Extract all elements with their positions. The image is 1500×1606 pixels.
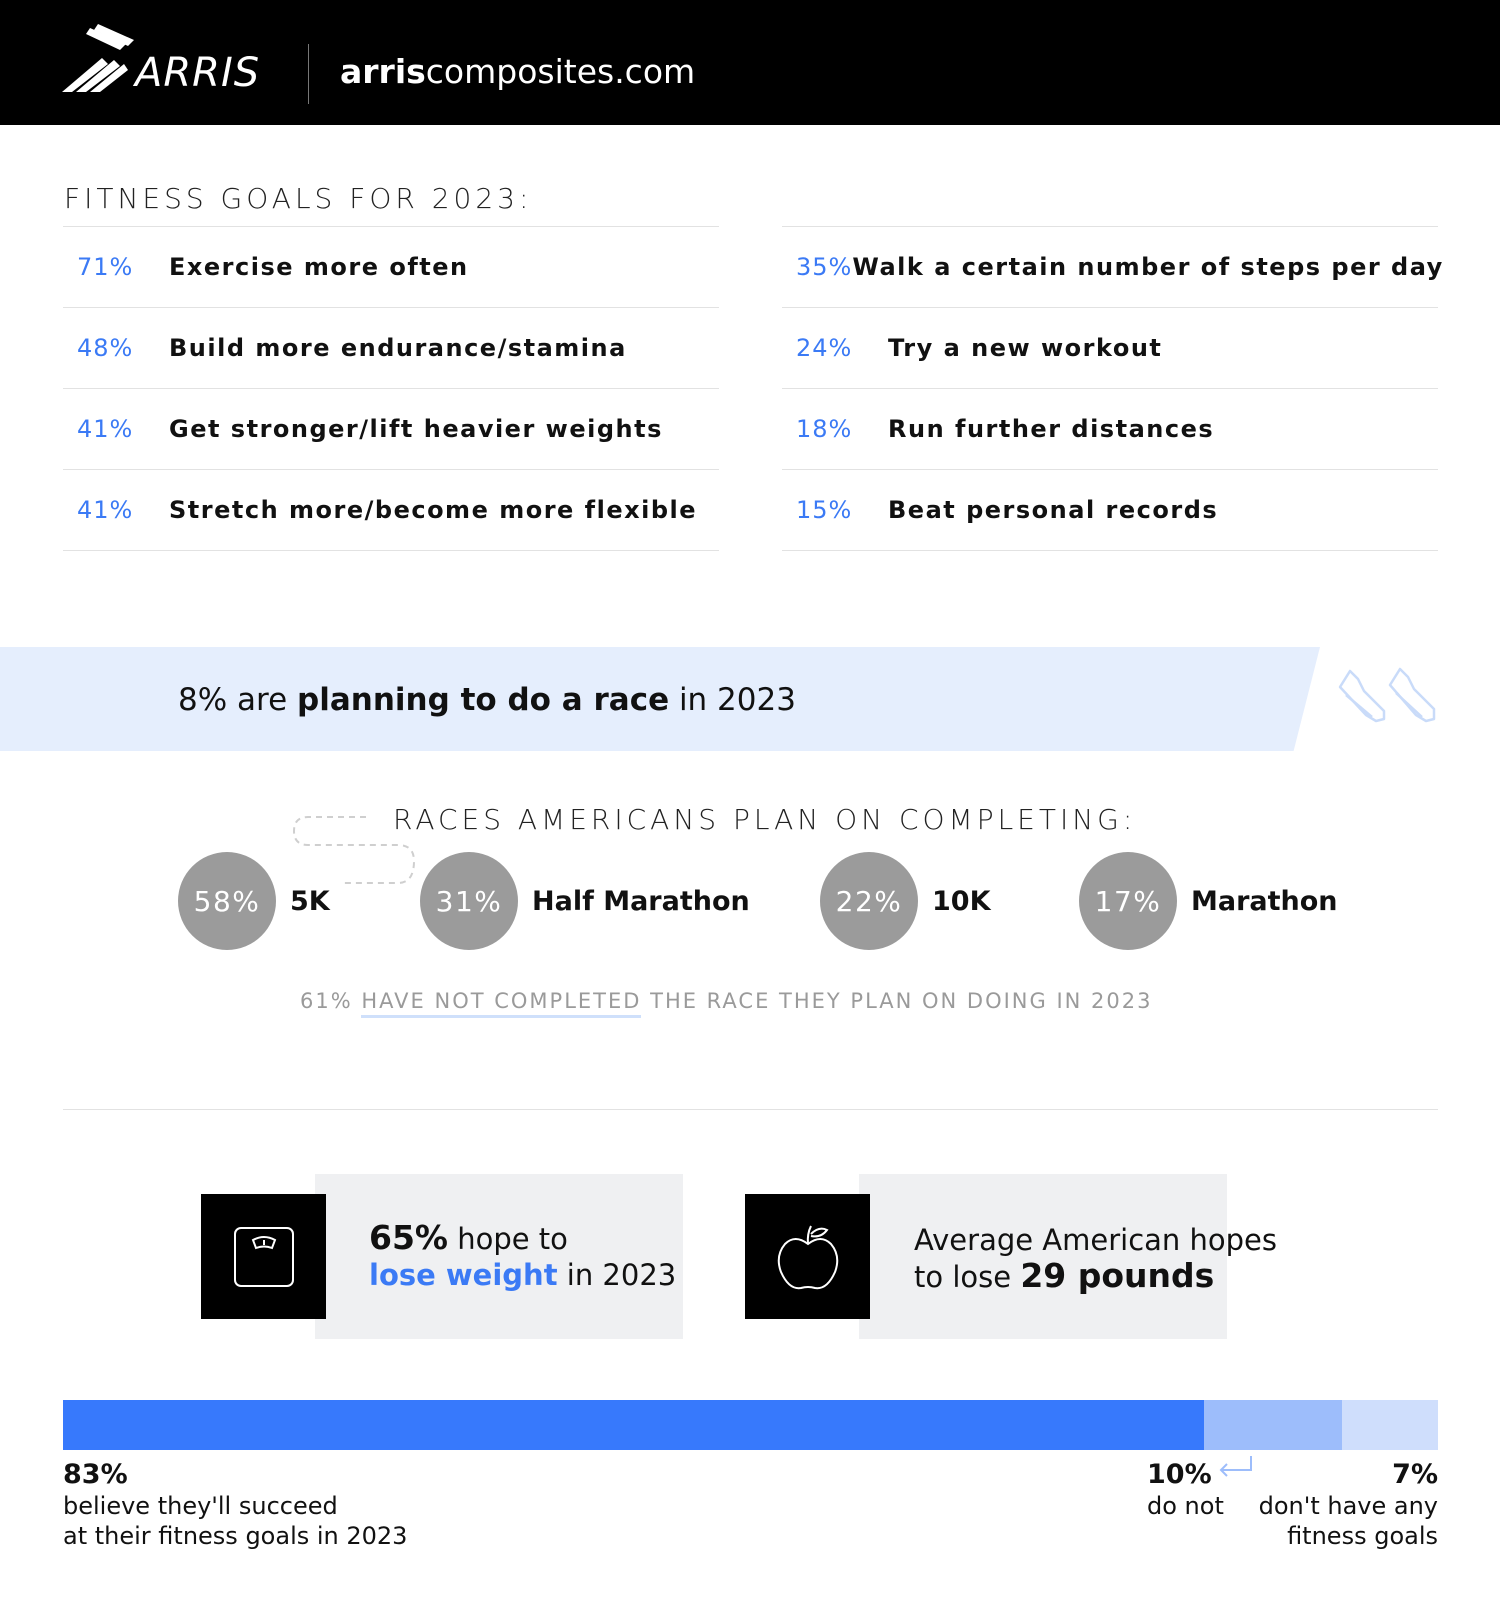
goals-list-right [782,226,1444,551]
goal-percent: 41% [77,496,134,524]
banner-pre: 8% are [178,682,298,718]
success-bar-segment [1204,1400,1342,1450]
race-banner-text [178,682,796,718]
goal-row [782,470,1438,551]
stat-believe-line1: believe they'll succeed [63,1492,338,1520]
goal-row [63,470,719,551]
success-bar-segment [63,1400,1204,1450]
banner-post: in 2023 [669,682,796,718]
sneakers-icon [1336,665,1440,731]
goal-label: Stretch more/become more flexible [169,496,697,524]
race-label: 5K [290,885,330,917]
brand-name: ARRIS [135,50,261,96]
stat-do-not-line1: do not [1147,1492,1224,1520]
goal-row [782,308,1438,389]
race-percent-badge: 31% [420,852,518,950]
race-percent-badge: 22% [820,852,918,950]
race-item-5k [178,852,330,950]
stat-no-goals-number: 7% [1392,1459,1438,1490]
stat-believe-line2: at their fitness goals in 2023 [63,1522,408,1550]
weight-text2: in 2023 [557,1258,677,1292]
site-url-rest: composites.com [425,52,696,91]
arrow-left-icon [1217,1456,1253,1478]
race-item-marathon [1079,852,1338,950]
apple-icon-box [745,1194,870,1319]
goal-row [63,308,719,389]
weight-text1: hope to [448,1222,568,1256]
goal-percent: 48% [77,334,134,362]
weight-card-text [369,1220,676,1293]
pounds-value: 29 pounds [1020,1256,1215,1295]
race-percent-badge: 58% [178,852,276,950]
success-bar [63,1400,1438,1450]
race-label: 10K [932,885,991,917]
note-post: THE RACE THEY PLAN ON DOING IN 2023 [641,989,1153,1013]
goal-row [63,389,719,470]
goal-label: Exercise more often [169,253,469,281]
goal-label: Try a new workout [888,334,1163,362]
goal-percent: 15% [796,496,853,524]
section-divider [63,1109,1438,1110]
success-bar-segment [1342,1400,1438,1450]
weight-highlight: lose weight [369,1258,558,1292]
note-pre: 61% [300,989,362,1013]
races-title: RACES AMERICANS PLAN ON COMPLETING: [393,803,1137,836]
stat-no-goals-line2: fitness goals [1287,1522,1438,1550]
scale-icon-box [201,1194,326,1319]
goals-list-left [63,226,719,551]
site-url-bold: arris [340,52,426,91]
stat-no-goals [1259,1459,1438,1551]
header-bar [0,0,1500,125]
goal-label: Get stronger/lift heavier weights [169,415,663,443]
goal-label: Beat personal records [888,496,1219,524]
goal-label: Walk a certain number of steps per day [852,253,1444,281]
race-label: Marathon [1191,885,1338,917]
goal-label: Run further distances [888,415,1215,443]
weight-percent: 65% [369,1218,448,1257]
header-divider [308,44,309,104]
goal-percent: 24% [796,334,853,362]
stat-believe [63,1459,407,1551]
stat-no-goals-line1: don't have any [1258,1492,1438,1520]
goals-title: FITNESS GOALS FOR 2023: [64,182,533,215]
pounds-card-text [914,1222,1277,1295]
races-note [300,989,1153,1013]
goal-percent: 35% [796,253,853,281]
goal-row [63,227,719,308]
banner-bold: planning to do a race [297,682,670,718]
race-label: Half Marathon [532,885,750,917]
site-url[interactable] [340,52,695,91]
goal-percent: 41% [77,415,134,443]
goal-percent: 71% [77,253,134,281]
pounds-line1: Average American hopes [914,1223,1278,1257]
goal-row [782,389,1438,470]
pounds-line2-pre: to lose [914,1260,1021,1294]
goal-percent: 18% [796,415,853,443]
race-item-half-marathon [420,852,750,950]
note-underlined: HAVE NOT COMPLETED [361,989,641,1018]
stat-do-not [1147,1459,1224,1521]
goal-row [782,227,1444,308]
race-item-10k [820,852,991,950]
stat-believe-number: 83% [63,1459,128,1490]
goal-label: Build more endurance/stamina [169,334,627,362]
stat-do-not-number: 10% [1147,1459,1212,1490]
scale-icon [233,1226,295,1288]
apple-icon [775,1222,841,1292]
race-percent-badge: 17% [1079,852,1177,950]
